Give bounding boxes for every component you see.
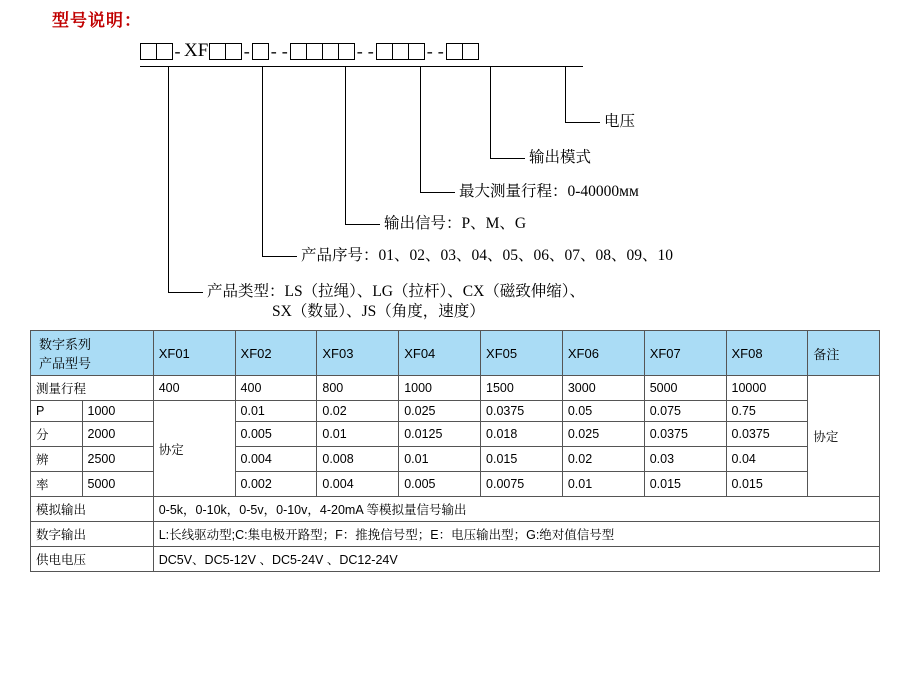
code-box xyxy=(376,43,393,60)
leader-line-outputsignal-v xyxy=(345,66,346,224)
leader-label-product-type-line2: SX（数显）、JS（角度，速度） xyxy=(272,303,485,320)
table-row-supply-voltage xyxy=(31,547,880,572)
cell-res2000-xf02: 0.005 xyxy=(235,422,317,447)
code-dash: - xyxy=(281,41,288,61)
cell-res2500-xf07: 0.03 xyxy=(644,447,726,472)
cell-p-2000: 2000 xyxy=(82,422,153,447)
cell-res2000-xf06: 0.025 xyxy=(562,422,644,447)
leader-line-outputmode-h xyxy=(490,158,525,159)
cell-res1000-xf03: 0.02 xyxy=(317,401,399,422)
cell-res1000-xf08: 0.75 xyxy=(726,401,808,422)
leader-line-voltage-v xyxy=(565,66,566,122)
header-model-line1: 数字系列 xyxy=(39,337,92,352)
cell-supply-voltage-value: DC5V、DC5-12V 、DC5-24V 、DC12-24V xyxy=(153,547,879,572)
leader-line-producttype-h xyxy=(168,292,203,293)
model-code-diagram xyxy=(0,34,909,324)
cell-analog-output-value: 0-5k，0-10k，0-5v，0-10v，4-20mA 等模拟量信号输出 xyxy=(153,497,879,522)
code-box xyxy=(140,43,157,60)
cell-res2500-xf02: 0.004 xyxy=(235,447,317,472)
leader-label-voltage: 电压 xyxy=(604,113,636,130)
cell-remark-merged: 协定 xyxy=(808,376,880,497)
cell-res5000-xf08: 0.015 xyxy=(726,472,808,497)
row-label-supply-voltage: 供电电压 xyxy=(31,547,154,572)
leader-line-producttype-v xyxy=(168,66,169,292)
code-dash: - xyxy=(367,41,374,61)
page-title: 型号说明： xyxy=(52,11,142,30)
cell-res2500-xf04: 0.01 xyxy=(399,447,481,472)
code-dash: - xyxy=(356,41,363,61)
cell-range-xf02: 400 xyxy=(235,376,317,401)
header-cell-xf02: XF02 xyxy=(235,331,317,376)
code-underline xyxy=(140,66,583,67)
code-box-group-1 xyxy=(140,43,172,60)
cell-res2500-xf05: 0.015 xyxy=(481,447,563,472)
cell-range-xf05: 1500 xyxy=(481,376,563,401)
leader-line-outputmode-v xyxy=(490,66,491,158)
spec-table xyxy=(30,330,880,572)
cell-res5000-xf06: 0.01 xyxy=(562,472,644,497)
header-cell-xf07: XF07 xyxy=(644,331,726,376)
cell-range-xf04: 1000 xyxy=(399,376,481,401)
row-label-resolution-char-bian: 辨 xyxy=(31,447,83,472)
row-label-measure-range: 测量行程 xyxy=(31,376,154,401)
leader-label-product-type-line1: 产品类型：LS（拉绳）、LG（拉杆）、CX（磁致伸缩）、 xyxy=(207,283,586,300)
header-cell-remark: 备注 xyxy=(808,331,880,376)
cell-res5000-xf03: 0.004 xyxy=(317,472,399,497)
header-cell-xf08: XF08 xyxy=(726,331,808,376)
cell-res5000-xf02: 0.002 xyxy=(235,472,317,497)
leader-label-output-mode: 输出模式 xyxy=(529,149,592,166)
cell-range-xf07: 5000 xyxy=(644,376,726,401)
cell-res1000-xf02: 0.01 xyxy=(235,401,317,422)
header-cell-xf01: XF01 xyxy=(153,331,235,376)
code-box-group-4 xyxy=(290,43,354,60)
leader-line-voltage-h xyxy=(565,122,600,123)
code-box xyxy=(322,43,339,60)
leader-line-outputsignal-h xyxy=(345,224,380,225)
code-text-xf: XF xyxy=(184,40,209,61)
code-dash: - xyxy=(174,41,181,61)
header-cell-xf05: XF05 xyxy=(481,331,563,376)
cell-res2500-xf06: 0.02 xyxy=(562,447,644,472)
leader-line-serial-v xyxy=(262,66,263,256)
row-label-resolution-char-fen: 分 xyxy=(31,422,83,447)
leader-line-maxrange-v xyxy=(420,66,421,192)
row-label-resolution-char-p: P xyxy=(31,401,83,422)
leader-label-product-serial: 产品序号：01、02、03、04、05、06、07、08、09、10 xyxy=(301,247,674,264)
leader-line-maxrange-h xyxy=(420,192,455,193)
cell-res2000-xf04: 0.0125 xyxy=(399,422,481,447)
table-row-resolution-1000 xyxy=(31,401,880,422)
leader-line-serial-h xyxy=(262,256,297,257)
header-cell-model xyxy=(31,331,154,376)
code-box xyxy=(338,43,355,60)
cell-p-5000: 5000 xyxy=(82,472,153,497)
header-cell-xf03: XF03 xyxy=(317,331,399,376)
leader-label-max-range: 最大测量行程：0-40000ᴍᴍ xyxy=(459,183,639,200)
cell-res2000-xf08: 0.0375 xyxy=(726,422,808,447)
row-label-analog-output: 模拟输出 xyxy=(31,497,154,522)
code-dash: - xyxy=(426,41,433,61)
cell-res1000-xf04: 0.025 xyxy=(399,401,481,422)
code-box xyxy=(156,43,173,60)
code-box xyxy=(392,43,409,60)
cell-res1000-xf05: 0.0375 xyxy=(481,401,563,422)
cell-res2000-xf03: 0.01 xyxy=(317,422,399,447)
header-cell-xf06: XF06 xyxy=(562,331,644,376)
cell-range-xf08: 10000 xyxy=(726,376,808,401)
cell-res5000-xf04: 0.005 xyxy=(399,472,481,497)
code-box-group-6 xyxy=(446,43,478,60)
table-row-measure-range xyxy=(31,376,880,401)
leader-label-output-signal: 输出信号：P、M、G xyxy=(384,215,527,232)
code-dash: - xyxy=(270,41,277,61)
code-box xyxy=(462,43,479,60)
cell-xf01-merged: 协定 xyxy=(153,401,235,497)
code-box xyxy=(408,43,425,60)
cell-p-1000: 1000 xyxy=(82,401,153,422)
row-label-resolution-char-lv: 率 xyxy=(31,472,83,497)
row-label-digital-output: 数字输出 xyxy=(31,522,154,547)
code-box-group-3 xyxy=(252,43,268,60)
spec-table-container xyxy=(30,330,880,572)
cell-res5000-xf05: 0.0075 xyxy=(481,472,563,497)
cell-range-xf06: 3000 xyxy=(562,376,644,401)
cell-res2500-xf03: 0.008 xyxy=(317,447,399,472)
cell-range-xf01: 400 xyxy=(153,376,235,401)
cell-res2500-xf08: 0.04 xyxy=(726,447,808,472)
cell-range-xf03: 800 xyxy=(317,376,399,401)
code-box-group-5 xyxy=(376,43,424,60)
code-dash: - xyxy=(243,41,250,61)
cell-res2000-xf07: 0.0375 xyxy=(644,422,726,447)
code-box xyxy=(446,43,463,60)
code-box xyxy=(306,43,323,60)
table-row-analog-output xyxy=(31,497,880,522)
cell-digital-output-value: L:长线驱动型;C:集电极开路型；F：推挽信号型；E：电压输出型；G:绝对值信号型 xyxy=(153,522,879,547)
code-box-group-2 xyxy=(209,43,241,60)
code-dash: - xyxy=(437,41,444,61)
cell-p-2500: 2500 xyxy=(82,447,153,472)
cell-res1000-xf06: 0.05 xyxy=(562,401,644,422)
header-cell-xf04: XF04 xyxy=(399,331,481,376)
code-box xyxy=(290,43,307,60)
header-model-line2: 产品型号 xyxy=(39,356,92,371)
code-box xyxy=(252,43,269,60)
model-code-string xyxy=(140,40,478,62)
table-header-row xyxy=(31,331,880,376)
cell-res1000-xf07: 0.075 xyxy=(644,401,726,422)
table-row-digital-output xyxy=(31,522,880,547)
cell-res5000-xf07: 0.015 xyxy=(644,472,726,497)
cell-res2000-xf05: 0.018 xyxy=(481,422,563,447)
code-box xyxy=(209,43,226,60)
code-box xyxy=(225,43,242,60)
